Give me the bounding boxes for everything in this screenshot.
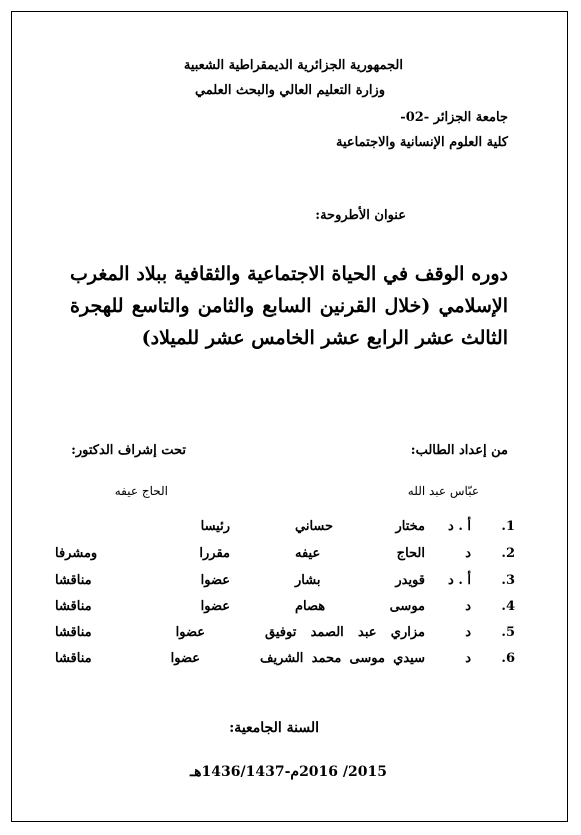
jury-name: موسى هصام [295, 599, 425, 614]
jury-role: رئيسا [200, 519, 230, 534]
jury-number: 6. [501, 651, 515, 666]
jury-role: عضوا مناقشا [55, 599, 230, 614]
jury-row [55, 625, 515, 647]
student-label: من إعداد الطالب: [410, 443, 508, 458]
jury-grade: د [465, 599, 471, 614]
thesis-title: دوره الوقف في الحياة الاجتماعية والثقافية ببلاد المغرب الإسلامي (خلال القرنين السابع والثامن والتاسع للهجرة الثالث عشر الرابع عشر الخامس عشر للميلاد) [70, 263, 508, 349]
jury-row [55, 546, 515, 568]
jury-row [55, 519, 515, 541]
jury-role: عضوا مناقشا [55, 625, 205, 640]
page-border [11, 11, 568, 822]
faculty-heading: كلية العلوم الإنسانية والاجتماعية [336, 135, 508, 150]
jury-name: مزاري عبد الصمد توفيق [265, 625, 425, 640]
jury-number: 2. [501, 546, 515, 561]
academic-year-label: السنة الجامعية: [229, 720, 319, 736]
jury-role: مقررا ومشرفا [55, 546, 230, 561]
ministry-heading: وزارة التعليم العالي والبحث العلمي [194, 83, 385, 98]
jury-grade: د [465, 625, 471, 640]
jury-name: مختار حساني [295, 519, 425, 534]
jury-name: سيدي موسى محمد الشريف [260, 651, 425, 666]
jury-number: 5. [501, 625, 515, 640]
jury-grade: د [465, 546, 471, 561]
jury-name: قويدر بشار [295, 573, 425, 588]
jury-grade: أ . د [448, 573, 471, 588]
republic-heading: الجمهورية الجزائرية الديمقراطية الشعبية [183, 58, 403, 73]
jury-row [55, 599, 515, 621]
jury-grade: د [465, 651, 471, 666]
jury-number: 1. [501, 519, 515, 534]
jury-grade: أ . د [448, 519, 471, 534]
jury-number: 3. [501, 573, 515, 588]
thesis-title-label: عنوان الأطروحة: [315, 208, 406, 223]
jury-role: عضوا مناقشا [55, 651, 200, 666]
jury-row [55, 651, 515, 673]
jury-number: 4. [501, 599, 515, 614]
jury-row [55, 573, 515, 595]
supervisor-name: الحاج عيفه [114, 484, 168, 498]
supervisor-label: تحت إشراف الدكتور: [71, 443, 186, 458]
university-heading: جامعة الجزائر -02- [400, 110, 508, 125]
student-name: عبّاس عبد الله [407, 484, 479, 498]
academic-year-value: 2015/ 2016م-1436/1437هـ [190, 764, 387, 780]
jury-name: الحاج عيفه [295, 546, 425, 561]
jury-role: عضوا مناقشا [55, 573, 230, 588]
